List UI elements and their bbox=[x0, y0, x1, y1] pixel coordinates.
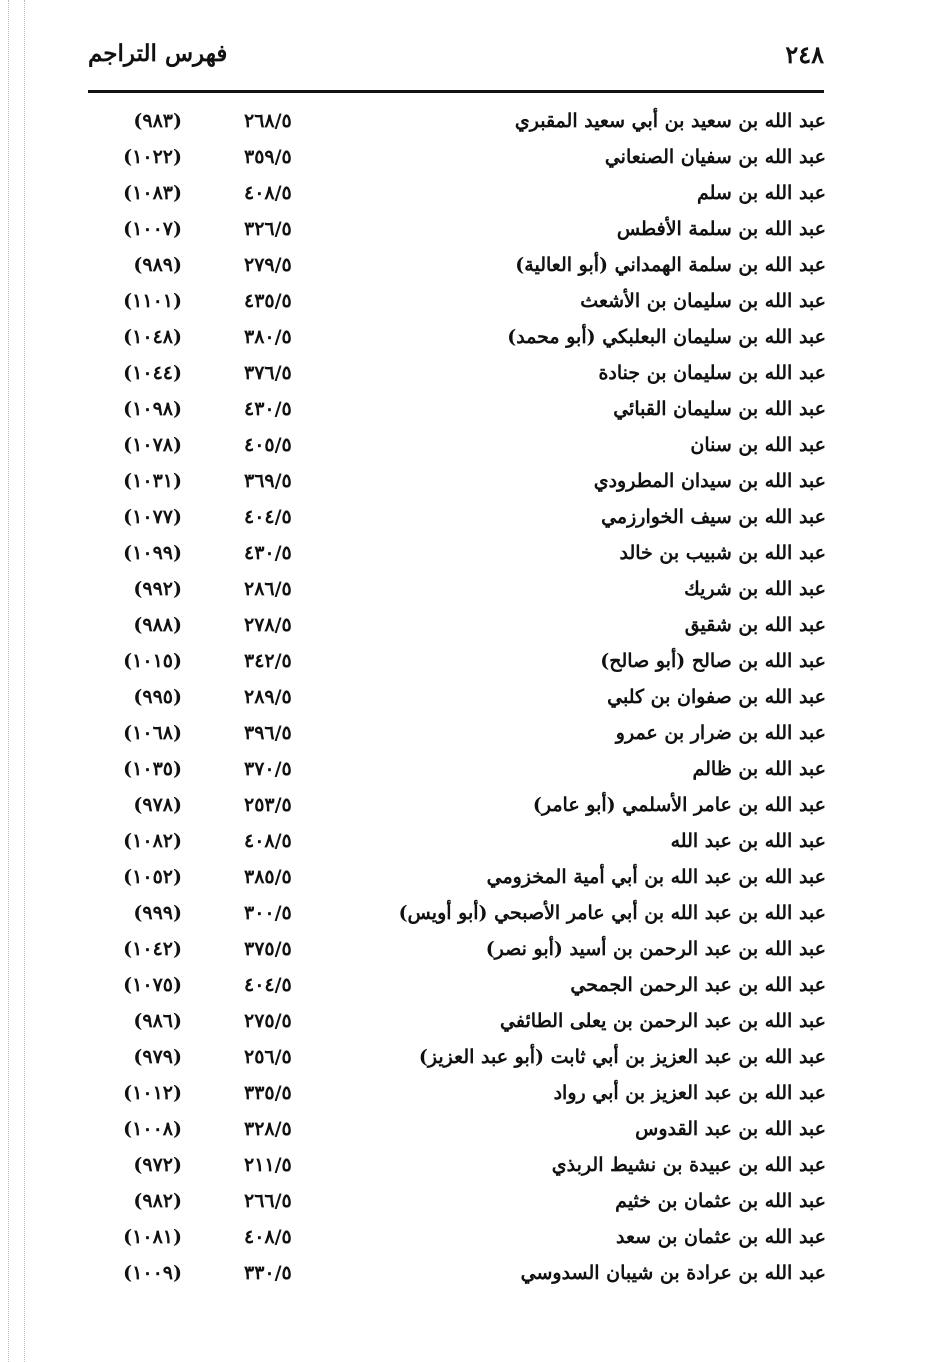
index-entry bbox=[0, 967, 934, 1003]
entry-name: عبد الله بن سلم bbox=[696, 182, 826, 204]
entry-number: (١٠١٢) bbox=[123, 1082, 182, 1104]
index-entry bbox=[0, 751, 934, 787]
entry-number: (٩٩٥) bbox=[133, 686, 182, 708]
entry-name: عبد الله بن صفوان بن كلبي bbox=[607, 686, 826, 708]
entry-number: (١٠٦٨) bbox=[123, 722, 182, 744]
index-entry bbox=[0, 1075, 934, 1111]
entry-volume-page: ٤٣٥/٥ bbox=[244, 290, 292, 312]
index-entry bbox=[0, 607, 934, 643]
index-entry bbox=[0, 175, 934, 211]
entry-volume-page: ٣٦٩/٥ bbox=[244, 470, 292, 492]
entry-number: (١٠٤٢) bbox=[123, 938, 182, 960]
entry-volume-page: ٣٩٦/٥ bbox=[244, 722, 292, 744]
header-rule bbox=[88, 90, 824, 93]
entry-name: عبد الله بن صالح (أبو صالح) bbox=[600, 650, 826, 672]
entry-volume-page: ٣٨٠/٥ bbox=[244, 326, 292, 348]
entry-volume-page: ٢٦٨/٥ bbox=[244, 110, 292, 132]
entry-number: (٩٨٨) bbox=[133, 614, 182, 636]
index-entry bbox=[0, 1111, 934, 1147]
entry-volume-page: ٢١١/٥ bbox=[244, 1154, 292, 1176]
entry-number: (٩٨٢) bbox=[133, 1190, 182, 1212]
entry-name: عبد الله بن سلمة الأفطس bbox=[616, 218, 826, 240]
entry-name: عبد الله بن شريك bbox=[684, 578, 826, 600]
entry-name: عبد الله بن عبد العزيز بن أبي رواد bbox=[553, 1082, 826, 1104]
entry-name: عبد الله بن عبد القدوس bbox=[635, 1118, 826, 1140]
index-entry bbox=[0, 715, 934, 751]
running-title: فهرس التراجم bbox=[88, 40, 228, 67]
entry-name: عبد الله بن سليمان القبائي bbox=[613, 398, 826, 420]
entry-number: (١٠٧٥) bbox=[123, 974, 182, 996]
entry-name: عبد الله بن سنان bbox=[690, 434, 826, 456]
entry-name: عبد الله بن عبد الرحمن الجمحي bbox=[570, 974, 826, 996]
entry-name: عبد الله بن سفيان الصنعاني bbox=[604, 146, 826, 168]
index-entries bbox=[0, 103, 934, 1291]
entry-name: عبد الله بن عبيدة بن نشيط الربذي bbox=[551, 1154, 826, 1176]
index-entry bbox=[0, 499, 934, 535]
entry-number: (٩٧٨) bbox=[133, 794, 182, 816]
entry-number: (١٠٨١) bbox=[123, 1226, 182, 1248]
entry-number: (٩٨٦) bbox=[133, 1010, 182, 1032]
entry-number: (١٠٤٤) bbox=[123, 362, 182, 384]
entry-number: (١٠٧٨) bbox=[123, 434, 182, 456]
index-entry bbox=[0, 1147, 934, 1183]
entry-volume-page: ٤٠٤/٥ bbox=[244, 506, 292, 528]
index-entry bbox=[0, 859, 934, 895]
entry-name: عبد الله بن شقيق bbox=[684, 614, 826, 636]
index-entry bbox=[0, 391, 934, 427]
entry-volume-page: ٣٨٥/٥ bbox=[244, 866, 292, 888]
index-entry bbox=[0, 283, 934, 319]
entry-name: عبد الله بن ظالم bbox=[692, 758, 826, 780]
index-entry bbox=[0, 571, 934, 607]
entry-number: (١٠٣١) bbox=[123, 470, 182, 492]
entry-volume-page: ٤٠٤/٥ bbox=[244, 974, 292, 996]
entry-name: عبد الله بن عبد الله bbox=[670, 830, 826, 852]
entry-volume-page: ٣٧٥/٥ bbox=[244, 938, 292, 960]
entry-number: (٩٧٩) bbox=[133, 1046, 182, 1068]
entry-name: عبد الله بن عثمان بن سعد bbox=[615, 1226, 826, 1248]
entry-volume-page: ٣٣٠/٥ bbox=[244, 1262, 292, 1284]
entry-volume-page: ٤٠٨/٥ bbox=[244, 182, 292, 204]
entry-volume-page: ٢٥٦/٥ bbox=[244, 1046, 292, 1068]
entry-volume-page: ٢٥٣/٥ bbox=[244, 794, 292, 816]
index-entry bbox=[0, 1255, 934, 1291]
entry-number: (١٠٧٧) bbox=[123, 506, 182, 528]
entry-name: عبد الله بن سليمان بن الأشعث bbox=[580, 290, 826, 312]
entry-volume-page: ٢٧٩/٥ bbox=[244, 254, 292, 276]
entry-name: عبد الله بن عرادة بن شيبان السدوسي bbox=[520, 1262, 826, 1284]
index-entry bbox=[0, 1219, 934, 1255]
entry-volume-page: ٣٣٥/٥ bbox=[244, 1082, 292, 1104]
entry-name: عبد الله بن ضرار بن عمرو bbox=[615, 722, 826, 744]
entry-name: عبد الله بن سعيد بن أبي سعيد المقبري bbox=[514, 110, 826, 132]
page-number: ٢٤٨ bbox=[785, 40, 824, 69]
entry-number: (١٠٠٧) bbox=[123, 218, 182, 240]
entry-name: عبد الله بن عثمان بن خثيم bbox=[615, 1190, 826, 1212]
entry-name: عبد الله بن سلمة الهمداني (أبو العالية) bbox=[515, 254, 826, 276]
index-entry bbox=[0, 103, 934, 139]
entry-number: (١٠٥٢) bbox=[123, 866, 182, 888]
entry-name: عبد الله بن عبد العزيز بن أبي ثابت (أبو عبد العزيز) bbox=[418, 1046, 826, 1068]
entry-volume-page: ٢٧٥/٥ bbox=[244, 1010, 292, 1032]
entry-number: (٩٨٩) bbox=[133, 254, 182, 276]
entry-name: عبد الله بن عبد الله بن أبي أمية المخزومي bbox=[486, 866, 826, 888]
entry-volume-page: ٣٢٨/٥ bbox=[244, 1118, 292, 1140]
index-entry bbox=[0, 247, 934, 283]
entry-number: (١٠٨٣) bbox=[123, 182, 182, 204]
entry-volume-page: ٢٦٦/٥ bbox=[244, 1190, 292, 1212]
page-header bbox=[88, 40, 824, 84]
entry-number: (١١٠١) bbox=[123, 290, 182, 312]
entry-volume-page: ٣٧٦/٥ bbox=[244, 362, 292, 384]
index-entry bbox=[0, 139, 934, 175]
entry-name: عبد الله بن عبد الرحمن بن يعلى الطائفي bbox=[500, 1010, 826, 1032]
entry-number: (٩٧٢) bbox=[133, 1154, 182, 1176]
index-entry bbox=[0, 427, 934, 463]
index-entry bbox=[0, 355, 934, 391]
entry-number: (١٠٣٥) bbox=[123, 758, 182, 780]
entry-volume-page: ٤٠٨/٥ bbox=[244, 830, 292, 852]
index-entry bbox=[0, 535, 934, 571]
index-entry bbox=[0, 931, 934, 967]
entry-volume-page: ٣٠٠/٥ bbox=[244, 902, 292, 924]
entry-number: (٩٩٢) bbox=[133, 578, 182, 600]
entry-volume-page: ٣٥٩/٥ bbox=[244, 146, 292, 168]
entry-name: عبد الله بن سليمان بن جنادة bbox=[598, 362, 826, 384]
entry-number: (١٠٨٢) bbox=[123, 830, 182, 852]
entry-name: عبد الله بن شبيب بن خالد bbox=[619, 542, 826, 564]
index-entry bbox=[0, 787, 934, 823]
entry-name: عبد الله بن سيدان المطرودي bbox=[593, 470, 826, 492]
entry-name: عبد الله بن سليمان البعلبكي (أبو محمد) bbox=[507, 326, 826, 348]
index-entry bbox=[0, 463, 934, 499]
entry-volume-page: ٣٤٢/٥ bbox=[244, 650, 292, 672]
index-entry bbox=[0, 211, 934, 247]
index-entry bbox=[0, 643, 934, 679]
entry-number: (١٠٩٨) bbox=[123, 398, 182, 420]
index-entry bbox=[0, 823, 934, 859]
entry-volume-page: ٤٠٥/٥ bbox=[244, 434, 292, 456]
entry-number: (١٠٠٩) bbox=[123, 1262, 182, 1284]
index-entry bbox=[0, 679, 934, 715]
index-entry bbox=[0, 319, 934, 355]
entry-number: (١٠١٥) bbox=[123, 650, 182, 672]
entry-number: (٩٨٣) bbox=[133, 110, 182, 132]
entry-volume-page: ٢٧٨/٥ bbox=[244, 614, 292, 636]
index-entry bbox=[0, 895, 934, 931]
entry-name: عبد الله بن عامر الأسلمي (أبو عامر) bbox=[532, 794, 826, 816]
entry-volume-page: ٣٢٦/٥ bbox=[244, 218, 292, 240]
entry-volume-page: ٢٨٩/٥ bbox=[244, 686, 292, 708]
index-entry bbox=[0, 1003, 934, 1039]
entry-volume-page: ٣٧٠/٥ bbox=[244, 758, 292, 780]
entry-number: (٩٩٩) bbox=[133, 902, 182, 924]
entry-volume-page: ٤٣٠/٥ bbox=[244, 542, 292, 564]
entry-number: (١٠٤٨) bbox=[123, 326, 182, 348]
entry-volume-page: ٤٣٠/٥ bbox=[244, 398, 292, 420]
index-entry bbox=[0, 1039, 934, 1075]
entry-volume-page: ٤٠٨/٥ bbox=[244, 1226, 292, 1248]
entry-name: عبد الله بن سيف الخوارزمي bbox=[601, 506, 826, 528]
entry-volume-page: ٢٨٦/٥ bbox=[244, 578, 292, 600]
index-entry bbox=[0, 1183, 934, 1219]
entry-number: (١٠٢٢) bbox=[123, 146, 182, 168]
entry-number: (١٠٠٨) bbox=[123, 1118, 182, 1140]
entry-name: عبد الله بن عبد الرحمن بن أسيد (أبو نصر) bbox=[485, 938, 826, 960]
entry-name: عبد الله بن عبد الله بن أبي عامر الأصبحي (أبو أويس) bbox=[398, 902, 826, 924]
entry-number: (١٠٩٩) bbox=[123, 542, 182, 564]
